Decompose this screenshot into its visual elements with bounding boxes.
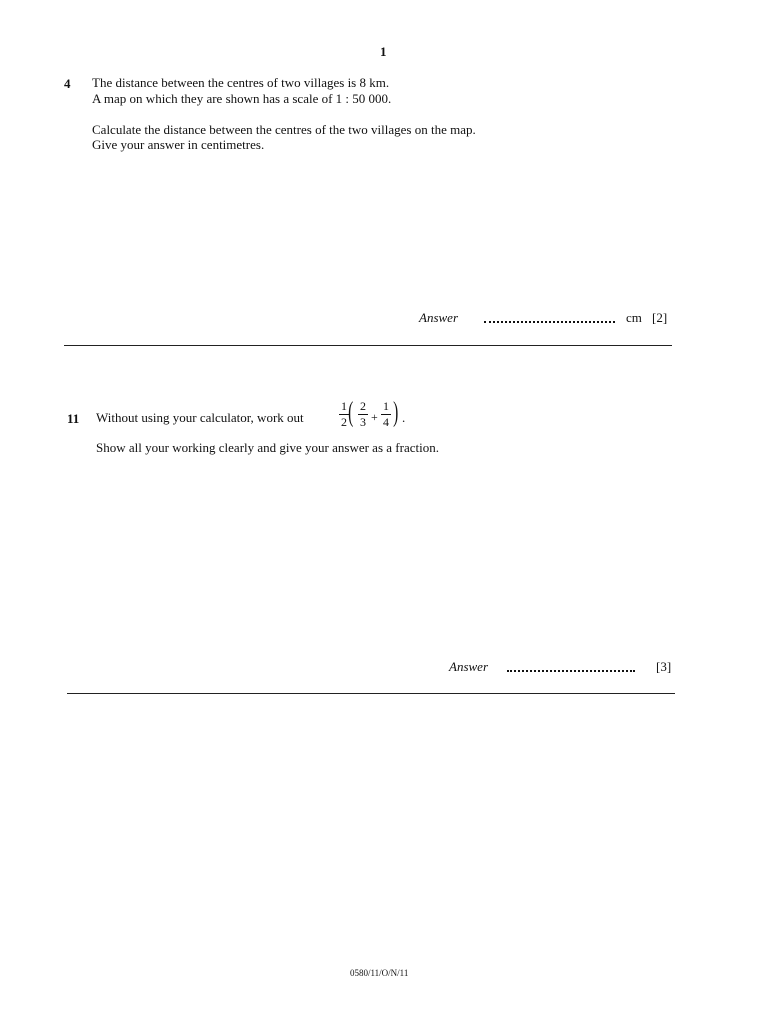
- fraction-first: [358, 400, 368, 429]
- question-4-unit: cm: [626, 310, 642, 325]
- question-11-answer-field[interactable]: [507, 670, 635, 672]
- page-number: 1: [380, 44, 387, 59]
- question-11-instruction: Show all your working clearly and give your answer as a fraction.: [96, 440, 439, 455]
- question-11-separator: [67, 693, 675, 694]
- left-parenthesis: (: [348, 397, 354, 428]
- question-4-number: 4: [64, 76, 71, 91]
- expression-end: .: [402, 410, 406, 425]
- fraction-first-denominator: 3: [360, 415, 366, 429]
- question-4-line-4: Give your answer in centimetres.: [92, 137, 265, 152]
- fraction-second-denominator: 4: [383, 415, 389, 429]
- fraction-second-numerator: 1: [383, 399, 389, 413]
- question-11-marks: [3]: [656, 659, 672, 674]
- fraction-outer-denominator: 2: [341, 415, 347, 429]
- right-parenthesis: ): [393, 397, 399, 428]
- question-4-line-2: A map on which they are shown has a scale of 1 : 50 000.: [92, 91, 392, 106]
- plus-operator: +: [371, 410, 378, 424]
- fraction-first-numerator: 2: [360, 399, 366, 413]
- fraction-outer-numerator: 1: [341, 399, 347, 413]
- footer-code: 0580/11/O/N/11: [350, 968, 409, 978]
- question-4-line-1: The distance between the centres of two villages is 8 km.: [92, 75, 390, 90]
- question-4-answer-label: Answer: [419, 310, 458, 325]
- fraction-second: [381, 400, 391, 429]
- question-11-number: 11: [67, 411, 80, 426]
- question-4-answer-field[interactable]: [484, 321, 615, 323]
- question-4-line-3: Calculate the distance between the centres of the two villages on the map.: [92, 122, 476, 137]
- question-11-intro: Without using your calculator, work out: [96, 410, 304, 425]
- question-4-marks: [2]: [652, 310, 668, 325]
- question-11-answer-label: Answer: [449, 659, 488, 674]
- question-4-separator: [64, 345, 672, 346]
